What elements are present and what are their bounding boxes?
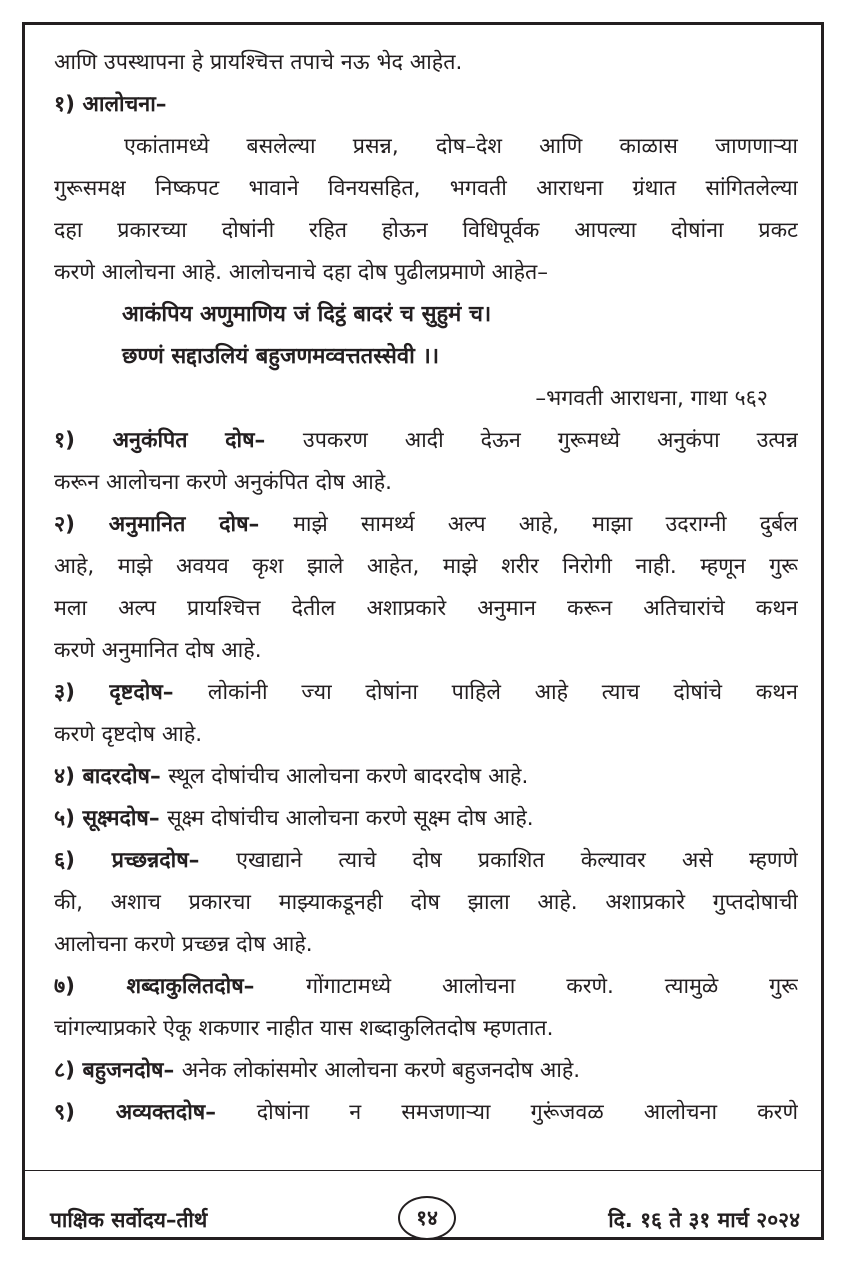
- body-span: दहा प्रकारच्या दोषांनी रहित होऊन विधिपूर्वक आपल्या दोषांना प्रकट: [54, 218, 798, 243]
- text-line: [54, 588, 798, 630]
- body-span: करणे दृष्टदोष आहे.: [54, 722, 203, 747]
- body-span: एखाद्याने त्याचे दोष प्रकाशित केल्यावर असे म्हणणे: [236, 848, 798, 873]
- heading-text: ३) दृष्टदोष–: [54, 680, 208, 705]
- text-line: [54, 546, 798, 588]
- text-line: [54, 252, 798, 294]
- text-line: [54, 294, 798, 336]
- body-span: चांगल्याप्रकारे ऐकू शकणार नाहीत यास शब्दाकुलितदोष म्हणतात.: [54, 1016, 554, 1041]
- body-span: गोंगाटामध्ये आलोचना करणे. त्यामुळे गुरू: [305, 974, 798, 999]
- text-line: [54, 1092, 798, 1134]
- heading-text: ५) सूक्ष्मदोष–: [54, 806, 168, 831]
- body-span: करणे अनुमानित दोष आहे.: [54, 638, 262, 663]
- issue-date: दि. १६ ते ३१ मार्च २०२४: [608, 1208, 800, 1232]
- body-span: आकंपिय अणुमाणिय जं दिट्ठं बादरं च सुहुमं च।: [122, 302, 492, 327]
- body-span: –भगवती आराधना, गाथा ५६२: [535, 386, 768, 411]
- text-line: [54, 714, 798, 756]
- text-line: [54, 378, 798, 420]
- body-span: आणि उपस्थापना हे प्रायश्चित्त तपाचे नऊ भेद आहेत.: [54, 50, 463, 75]
- page-footer: [50, 1196, 800, 1244]
- text-line: [54, 420, 798, 462]
- heading-text: ९) अव्यक्तदोष–: [54, 1100, 257, 1125]
- body-span: सूक्ष्म दोषांचीच आलोचना करणे सूक्ष्म दोष आहे.: [167, 806, 534, 831]
- body-span: माझे सामर्थ्य अल्प आहे, माझा उदराग्नी दुर्बल: [293, 512, 798, 537]
- text-line: [54, 84, 798, 126]
- text-line: [54, 1050, 798, 1092]
- heading-text: १) अनुकंपित दोष–: [54, 428, 303, 453]
- heading-text: ७) शब्दाकुलितदोष–: [54, 974, 306, 999]
- text-line: [54, 882, 798, 924]
- body-span: की, अशाच प्रकारचा माझ्याकडूनही दोष झाला आहे. अशाप्रकारे गुप्तदोषाची: [54, 890, 798, 915]
- footer-divider: [22, 1170, 824, 1171]
- text-line: [54, 840, 798, 882]
- body-span: करणे आलोचना आहे. आलोचनाचे दहा दोष पुढीलप्रमाणे आहेत–: [54, 260, 548, 285]
- heading-text: २) अनुमानित दोष–: [54, 512, 294, 537]
- text-line: [54, 210, 798, 252]
- body-span: दोषांना न समजणाऱ्या गुरूंजवळ आलोचना करणे: [256, 1100, 798, 1125]
- body-span: छण्णं सद्दाउलियं बहुजणमव्वत्ततस्सेवी ।।: [122, 344, 440, 369]
- body-span: मला अल्प प्रायश्चित्त देतील अशाप्रकारे अनुमान करून अतिचारांचे कथन: [54, 596, 798, 621]
- body-text: [54, 42, 798, 1134]
- text-line: [54, 336, 798, 378]
- body-span: उपकरण आदी देऊन गुरूमध्ये अनुकंपा उत्पन्न: [302, 428, 798, 453]
- page-number: १४: [398, 1196, 456, 1240]
- text-line: [54, 798, 798, 840]
- body-span: अनेक लोकांसमोर आलोचना करणे बहुजनदोष आहे.: [181, 1058, 581, 1083]
- text-line: [54, 126, 798, 168]
- publication-title: पाक्षिक सर्वोदय–तीर्थ: [50, 1208, 208, 1232]
- body-span: स्थूल दोषांचीच आलोचना करणे बादरदोष आहे.: [168, 764, 529, 789]
- body-span: आलोचना करणे प्रच्छन्न दोष आहे.: [54, 932, 313, 957]
- heading-text: ४) बादरदोष–: [54, 764, 169, 789]
- text-line: [54, 756, 798, 798]
- text-line: [54, 1008, 798, 1050]
- heading-text: ८) बहुजनदोष–: [54, 1058, 182, 1083]
- body-span: आहे, माझे अवयव कृश झाले आहेत, माझे शरीर निरोगी नाही. म्हणून गुरू: [54, 554, 798, 579]
- body-span: लोकांनी ज्या दोषांना पाहिले आहे त्याच दोषांचे कथन: [207, 680, 798, 705]
- heading-text: ६) प्रच्छन्नदोष–: [54, 848, 237, 873]
- text-line: [54, 672, 798, 714]
- text-line: [54, 630, 798, 672]
- text-line: [54, 504, 798, 546]
- body-span: करून आलोचना करणे अनुकंपित दोष आहे.: [54, 470, 392, 495]
- text-line: [54, 924, 798, 966]
- body-span: गुरूसमक्ष निष्कपट भावाने विनयसहित, भगवती आराधना ग्रंथात सांगितलेल्या: [54, 176, 798, 201]
- text-line: [54, 462, 798, 504]
- text-line: [54, 966, 798, 1008]
- body-span: एकांतामध्ये बसलेल्या प्रसन्न, दोष–देश आणि काळास जाणणाऱ्या: [124, 134, 798, 159]
- text-line: [54, 42, 798, 84]
- text-line: [54, 168, 798, 210]
- heading-text: १) आलोचना–: [54, 92, 167, 117]
